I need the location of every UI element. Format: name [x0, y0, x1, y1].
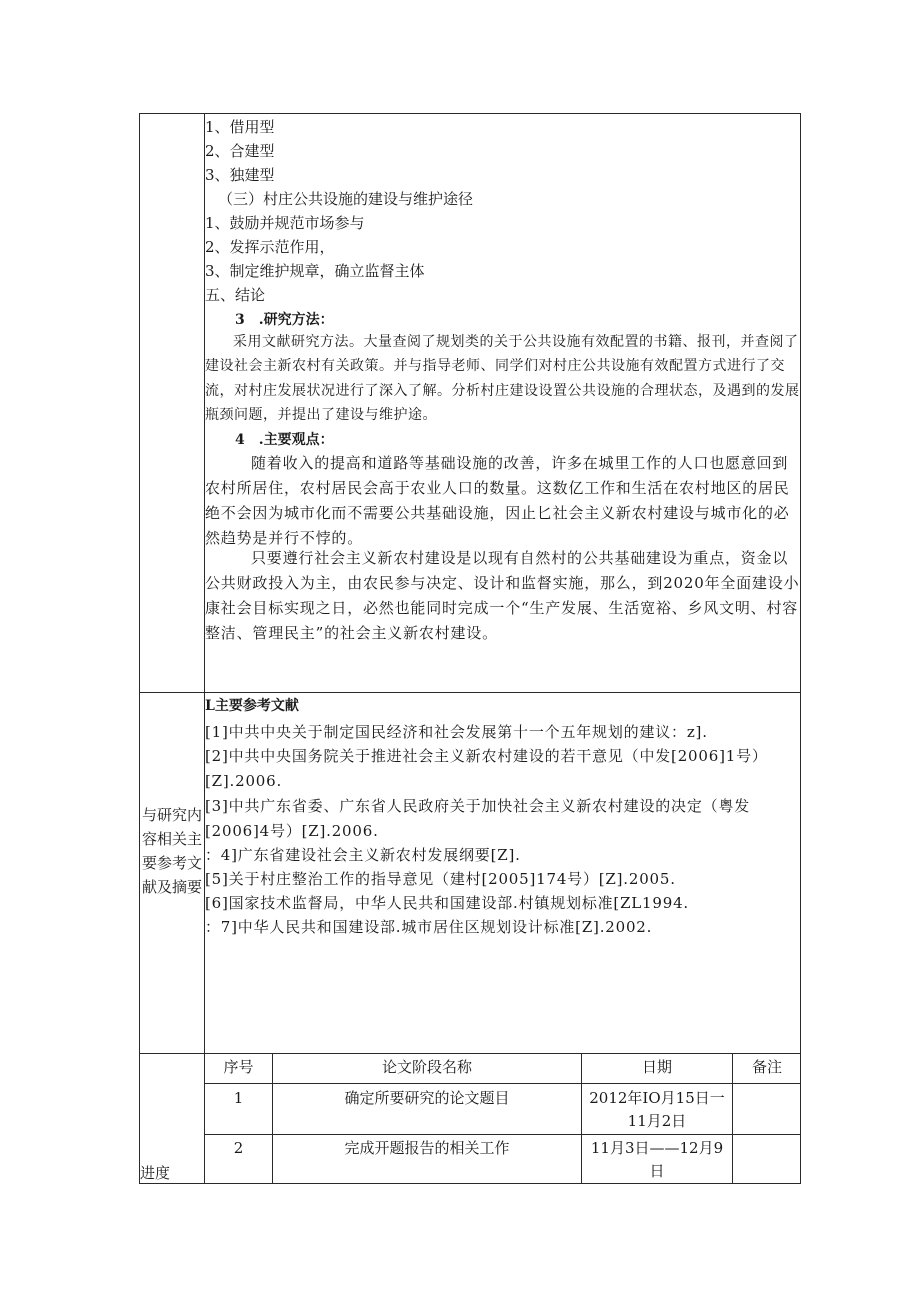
- row2-stage-name: 完成开题报告的相关工作: [344, 1139, 510, 1157]
- row1-stage-name: 确定所要研究的论文题目: [344, 1089, 510, 1107]
- list2-item-1: 1、鼓励并规范市场参与: [205, 214, 365, 232]
- row2-date-line1: 11月3日——12月9: [590, 1139, 724, 1157]
- section-divider-references: [139, 692, 801, 693]
- references-label: 与研究内容相关主要参考文献及摘要: [141, 806, 202, 896]
- list1-item-2: 2、合建型: [205, 142, 275, 160]
- references-heading: L主要参考文献: [205, 698, 299, 714]
- reference-5: [5]关于村庄整治工作的指导意见（建村[2005]174号）[Z].2005.: [205, 870, 676, 888]
- list1-item-3: 3、独建型: [205, 166, 275, 184]
- row1-date-line2: 11月2日: [627, 1112, 687, 1130]
- reference-2: [2]中共中央国务院关于推进社会主义新农村建设的若干意见（中发[2006]1号）[Z].2006.: [205, 747, 768, 790]
- reference-7: ：7]中华人民共和国建设部.城市居住区规划设计标准[Z].2002.: [205, 918, 653, 936]
- row1-date-line1: 2012年IO月15日一: [589, 1089, 725, 1107]
- section-conclusion: 五、结论: [205, 286, 266, 304]
- schedule-header-divider: [204, 1083, 801, 1084]
- row2-no: 2: [233, 1139, 244, 1157]
- subheading-maintenance: （三）村庄公共设施的建设与维护途径: [218, 190, 474, 208]
- section-divider-schedule: [139, 1053, 801, 1054]
- header-date: 日期: [641, 1058, 672, 1076]
- list2-item-2: 2、发挥示范作用，: [205, 238, 335, 256]
- schedule-label: 进度: [140, 1164, 171, 1182]
- reference-3: [3]中共广东省委、广东省人民政府关于加快社会主义新农村建设的决定（粤发[2006]4号）[Z].2006.: [205, 797, 751, 840]
- row1-no: 1: [233, 1089, 244, 1107]
- header-no: 序号: [223, 1058, 254, 1076]
- list1-item-1: 1、借用型: [205, 118, 275, 136]
- views-paragraph-1: 随着收入的提高和道路等基础设施的改善，许多在城里工作的人口也愿意回到农村所居住，农村居民会高于农业人口的数量。这数亿工作和生活在农村地区的居民绝不会因为城市化而不需要公共基础设施，因止匕社会主义新农村建设与城市化的必然趋势是并行不悖的。: [205, 454, 790, 547]
- schedule-row-divider: [204, 1134, 801, 1135]
- views-heading: 4 .主要观点：: [235, 432, 334, 448]
- methods-paragraph: 采用文献研究方法。大量查阅了规划类的关于公共设施有效配置的书籍、报刊，并查阅了建设社会主新农村有关政策。并与指导老师、同学们对村庄公共设施有效配置方式进行了交流，对村庄发展状况进行了深入了解。分析村庄建设设置公共设施的合理状态，及遇到的发展瓶颈问题，并提出了建设与维护途。: [205, 334, 800, 423]
- header-note: 备注: [751, 1058, 782, 1076]
- reference-6: [6]国家技术监督局，中华人民共和国建设部.村镇规划标准[ZL1994.: [205, 894, 689, 912]
- views-paragraph-2: 只要遵行社会主义新农村建设是以现有自然村的公共基础建设为重点，资金以公共财政投入为主，由农民参与决定、设计和监督实施，那么，到2020年全面建设小康社会目标实现之日，必然也能同时完成一个“生产发展、生活宽裕、乡风文明、村容整洁、管理民主”的社会主义新农村建设。: [205, 549, 800, 642]
- reference-1: [1]中共中央关于制定国民经济和社会发展第十一个五年规划的建议：z].: [205, 723, 708, 741]
- header-stage-name: 论文阶段名称: [381, 1058, 472, 1076]
- methods-heading: 3 .研究方法：: [235, 312, 334, 328]
- list2-item-3: 3、制定维护规章，确立监督主体: [205, 262, 425, 280]
- reference-4: ：4]广东省建设社会主义新农村发展纲要[Z].: [205, 846, 521, 864]
- row2-date-line2: 日: [649, 1162, 665, 1180]
